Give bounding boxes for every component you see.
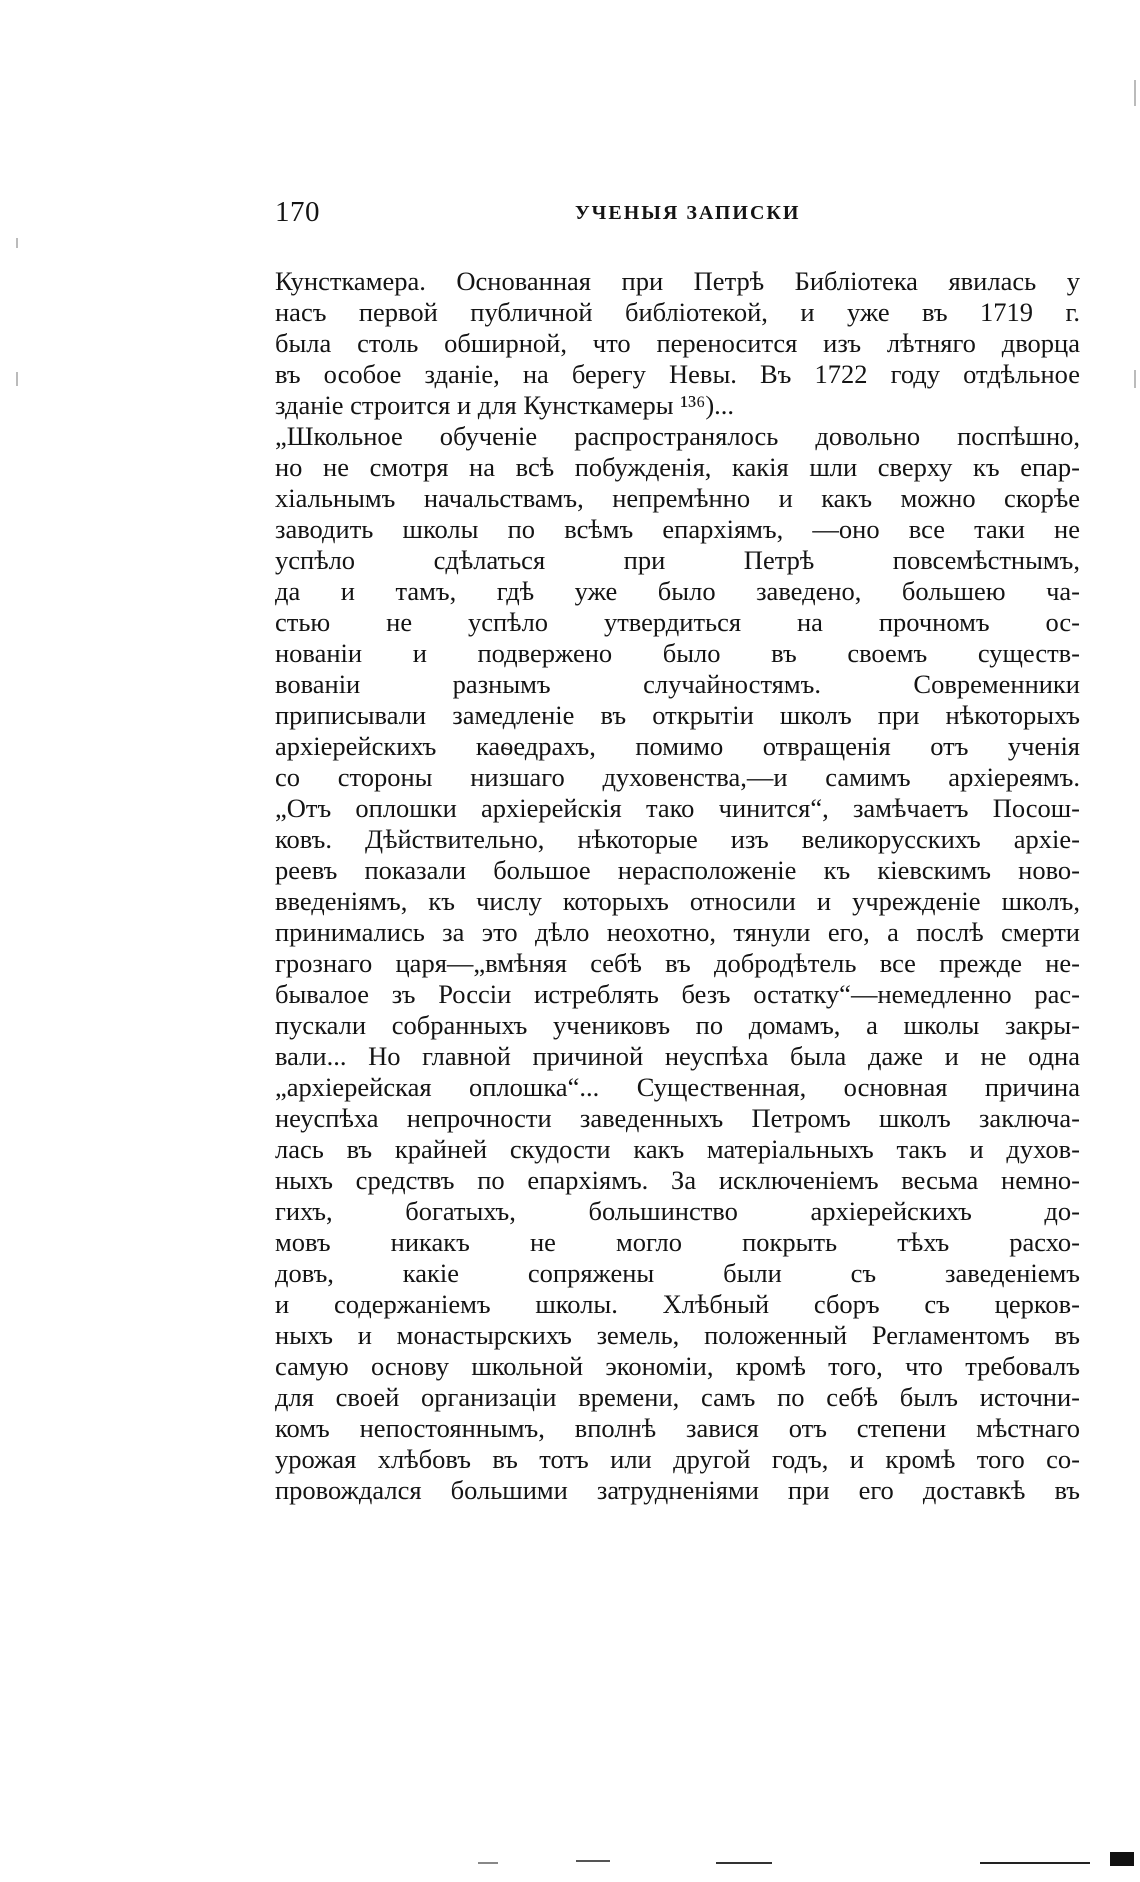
running-title: УЧЕНЫЯ ЗАПИСКИ — [575, 202, 801, 224]
scan-edge-mark — [1134, 370, 1136, 388]
text-line: насъ первой публичной библіотекой, и уже въ 1719 г. — [275, 297, 1080, 327]
text-line: грознаго царя—„вмѣняя себѣ въ добродѣтель все прежде не- — [275, 948, 1080, 978]
scan-edge-mark — [16, 372, 18, 386]
text-line: Кунсткамера. Основанная при Петрѣ Библіотека явилась у — [275, 266, 1080, 296]
text-line: была столь обширной, что переносится изъ лѣтняго дворца — [275, 328, 1080, 358]
text-line: зданіе строится и для Кунсткамеры ¹³⁶)... — [275, 390, 735, 420]
scan-artifact — [478, 1862, 498, 1864]
text-line: ныхъ и монастырскихъ земель, положенный Регламентомъ въ — [275, 1320, 1080, 1350]
text-line: и содержаніемъ школы. Хлѣбный сборъ съ церков- — [275, 1289, 1080, 1319]
text-line: мовъ никакъ не могло покрыть тѣхъ расхо- — [275, 1227, 1080, 1257]
page-header — [275, 196, 1080, 236]
text-line: „Отъ оплошки архіерейскія тако чинится“, замѣчаетъ Посош- — [275, 793, 1080, 823]
text-line: ныхъ средствъ по епархіямъ. За исключеніемъ весьма немно- — [275, 1165, 1080, 1195]
text-line: со стороны низшаго духовенства,—и самимъ архіереямъ. — [275, 762, 1080, 792]
text-line: приписывали замедленіе въ открытіи школъ при нѣкоторыхъ — [275, 700, 1080, 730]
scan-artifact — [716, 1862, 772, 1864]
body-text — [275, 266, 1080, 1506]
text-line: но не смотря на всѣ побужденія, какія шли сверху къ епар- — [275, 452, 1080, 482]
text-line: бывалое зъ Россіи истреблять безъ остатку“—немедленно рас- — [275, 979, 1080, 1009]
scan-edge-mark — [1134, 80, 1136, 106]
text-line: стью не успѣло утвердиться на прочномъ ос- — [275, 607, 1080, 637]
text-line: въ особое зданіе, на берегу Невы. Въ 1722 году отдѣльное — [275, 359, 1080, 389]
scan-artifact — [1110, 1852, 1134, 1866]
text-line: нованіи и подвержено было въ своемъ существ- — [275, 638, 1080, 668]
scan-edge-mark — [16, 238, 18, 248]
scan-artifact — [576, 1860, 610, 1862]
text-line: лась въ крайней скудости какъ матеріальныхъ такъ и духов- — [275, 1134, 1080, 1164]
text-line: да и тамъ, гдѣ уже было заведено, большею ча- — [275, 576, 1080, 606]
text-line: реевъ показали большое нерасположеніе къ кіевскимъ ново- — [275, 855, 1080, 885]
text-line: вованіи разнымъ случайностямъ. Современники — [275, 669, 1080, 699]
text-line: архіерейскихъ каѳедрахъ, помимо отвращенія отъ ученія — [275, 731, 1080, 761]
text-line: для своей организаціи времени, самъ по себѣ былъ источни- — [275, 1382, 1080, 1412]
text-line: „архіерейская оплошка“... Существенная, основная причина — [275, 1072, 1080, 1102]
text-line: принимались за это дѣло неохотно, тянули его, а послѣ смерти — [275, 917, 1080, 947]
text-line: комъ непостояннымъ, вполнѣ завися отъ степени мѣстнаго — [275, 1413, 1080, 1443]
text-line: успѣло сдѣлаться при Петрѣ повсемѣстнымъ, — [275, 545, 1080, 575]
text-line: довъ, какіе сопряжены были съ заведеніемъ — [275, 1258, 1080, 1288]
text-line: провождался большими затрудненіями при его доставкѣ въ — [275, 1475, 1080, 1505]
text-line: самую основу школьной экономіи, кромѣ того, что требовалъ — [275, 1351, 1080, 1381]
text-line: вали... Но главной причиной неуспѣха была даже и не одна — [275, 1041, 1080, 1071]
text-line: заводить школы по всѣмъ епархіямъ, —оно все таки не — [275, 514, 1080, 544]
text-line: неуспѣха непрочности заведенныхъ Петромъ школъ заключа- — [275, 1103, 1080, 1133]
scan-artifact — [980, 1862, 1090, 1864]
text-line: урожая хлѣбовъ въ тотъ или другой годъ, и кромѣ того со- — [275, 1444, 1080, 1474]
text-line: хіальнымъ начальствамъ, непремѣнно и какъ можно скорѣе — [275, 483, 1080, 513]
text-line: гихъ, богатыхъ, большинство архіерейскихъ до- — [275, 1196, 1080, 1226]
page-number: 170 — [275, 196, 320, 228]
text-line: „Школьное обученіе распространялось довольно поспѣшно, — [275, 421, 1080, 451]
text-line: пускали собранныхъ учениковъ по домамъ, а школы закры- — [275, 1010, 1080, 1040]
text-line: введеніямъ, къ числу которыхъ относили и учрежденіе школъ, — [275, 886, 1080, 916]
text-line: ковъ. Дѣйствительно, нѣкоторые изъ великорусскихъ архіе- — [275, 824, 1080, 854]
